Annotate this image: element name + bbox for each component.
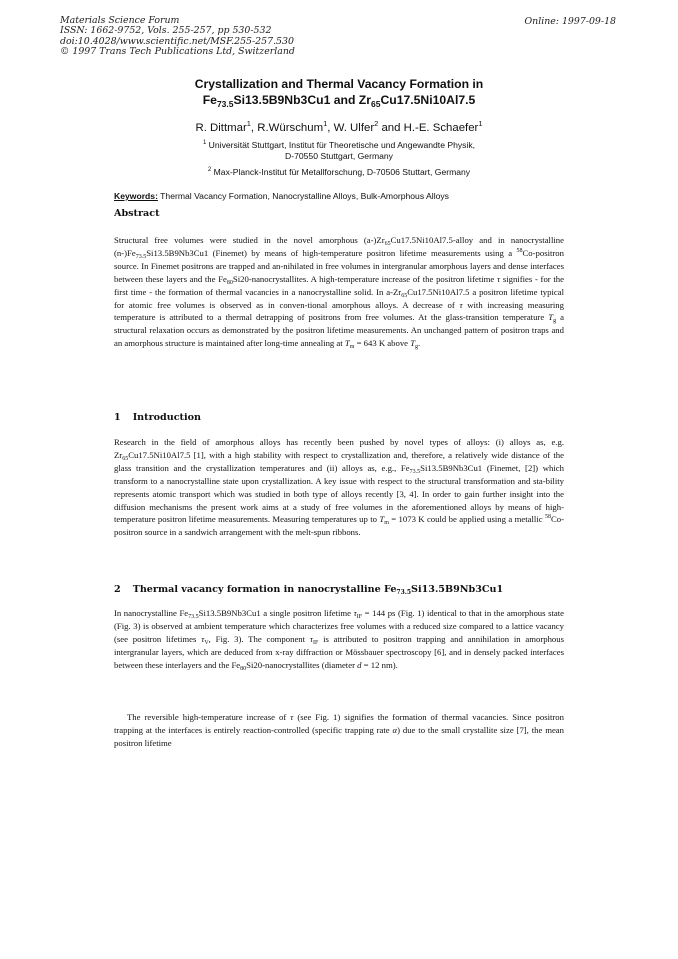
section-number: 2 xyxy=(114,584,121,595)
author-name: H.-E. Schaefer xyxy=(403,122,479,134)
section-2-paragraph-1: In nanocrystalline $Fe_{73.5}Si13.5B9Nb3Cu1$ a single positron lifetime $\tau_{IF} = 144$ ps (Fig. 1) identical to that in the amorphous state (Fig. 3) is observed at ambient temperature which characterizes free volumes with a reduced size compared to a lattice vacancy (see positron lifetimes $\tau_V$, Fig. 3). The component $\tau_{IF}$ is attributed to positron trapping and annihilation in amorphous intergranular layers, which are deduced from x-ray diffraction or Mössbauer spectroscopy [6], and in densely packed interfaces between these interlayers and the $Fe_{80}Si20$-nanocrystallites (diameter d = 12 nm). xyxy=(114,608,564,672)
keywords-text: Thermal Vacancy Formation, Nanocrystalline Alloys, Bulk-Amorphous Alloys xyxy=(160,191,449,201)
affiliation-marker: 1 xyxy=(478,119,483,128)
issn-line: ISSN: 1662-9752, Vols. 255-257, pp 530-532 xyxy=(60,25,272,37)
paper-title-line-2: $Fe_{73.5}Si13.5B9Nb3Cu1$ and $Zr_{65}Cu17.5Ni10Al7.5$ xyxy=(202,93,476,109)
section-title: Introduction xyxy=(132,412,202,423)
doi-line: doi:10.4028/www.scientific.net/MSF.255-257.530 xyxy=(60,35,294,47)
abstract-body: Structural free volumes were studied in the novel amorphous $(a-)Zr_{65}Cu17.5Ni10Al7.5$-alloy and in nanocrystalline $(n-)Fe_{73.5}Si13.5B9Nb3Cu1$ (Finemet) by means of high-temperature positron lifetime measurements using a $^{58}$Co-positron source. In Finemet positrons are trapped and an-nihilated in free volumes in intergranular amorphous layers and dense interfaces between these layers and the $Fe_{80}Si20$-nanocrystallites. A high-temperature increase of the positron lifetime τ signifies - for the first time - the formation of thermal vacancies in a nanocrystalline solid. In $a-Zr_{65}Cu17.5Ni10Al7.5$ a positron lifetime typical for atomic free volumes is observed as in conven-tional amorphous alloys. A decrease of τ with increasing measuring temperature is attributed to a thermal detrapping of positrons from free volumes. At the glass-transition temperature $T_g$ a structural relaxation occurs as demonstrated by the positron lifetime measurements. An unchanged pattern of positron traps and an amorphous structure is maintained after long-time annealing at $T_m = 643$ K above $T_g$. xyxy=(114,235,565,351)
paper-title-line-1: Crystallization and Thermal Vacancy Formation in xyxy=(194,77,484,91)
author-name: W. Ulfer xyxy=(333,122,375,134)
journal-name: Materials Science Forum xyxy=(60,15,180,26)
affiliation-number: 2 xyxy=(207,167,212,173)
section-number: 1 xyxy=(114,412,121,423)
affiliation-marker: 2 xyxy=(374,119,379,128)
publication-header xyxy=(60,16,295,58)
keywords-label: Keywords: xyxy=(114,191,158,201)
affiliation-marker: 1 xyxy=(323,119,328,128)
affiliation-marker: 1 xyxy=(246,119,251,128)
affiliation-number: 1 xyxy=(202,140,207,146)
introduction-paragraph: Research in the field of amorphous alloys has recently been pushed by novel types of alloys: (i) alloys as, e.g. $Zr_{65}Cu17.5Ni10Al7.5$ [1], with a high stability with respect to crystallization and, therefore, a relatively wide distance of the glass transition and the crystallization temperatures and (ii) alloys as, e.g., $Fe_{73.5}Si13.5B9Nb3Cu1$ (Finemet, [2]) which transform to a nanocrystalline state upon crystallization. A key issue with respect to the structural transformation and sta-bility represents atomic transport which was studied in both type of alloys recently [3, 4]. In order to gain further insight into the diffusion mechanisms the present work aims at a study of free volumes in the aforementioned alloys by means of high-temperature positron lifetime measurements. Measuring temperatures up to $T_m = 1073$ K could be applied using a metallic $^{58}$Co-positron source in a sandwich arrangement with the melt-spun ribbons. xyxy=(114,437,564,538)
abstract-heading: Abstract xyxy=(114,208,160,219)
section-2-paragraph-2: The reversible high-temperature increase of τ (see Fig. 1) signifies the formation of thermal vacancies. Since positron trapping at the interfaces is entirely reaction-controlled (specific trapping rate α) due to the small crystallite size [7], the mean positron lifetime xyxy=(114,712,565,748)
affiliation-2: $^2$ Max-Planck-Institut für Metallforschung, D-70506 Stuttart, Germany xyxy=(207,167,471,177)
online-date: Online: 1997-09-18 xyxy=(524,16,616,27)
section-title: Thermal vacancy formation in nanocrystalline $Fe_{73.5}Si13.5B9Nb3Cu1$ xyxy=(132,584,504,596)
author-name: R. Dittmar xyxy=(195,122,247,134)
keywords xyxy=(114,191,449,201)
author-name: R.Würschum xyxy=(257,122,324,134)
section-2-heading xyxy=(114,584,503,595)
copyright-line: © 1997 Trans Tech Publications Ltd, Switzerland xyxy=(60,46,295,58)
section-1-heading xyxy=(114,412,201,423)
affiliation-1: $^1$ Universität Stuttgart, Institut für Theoretische und Angewandte Physik, D-70550 Stuttgart, Germany xyxy=(202,140,476,161)
author-list: R. Dittmar$^1$, R.Würschum$^1$, W. Ulfer$^2$ and H.-E. Schaefer$^1$ xyxy=(195,119,483,134)
